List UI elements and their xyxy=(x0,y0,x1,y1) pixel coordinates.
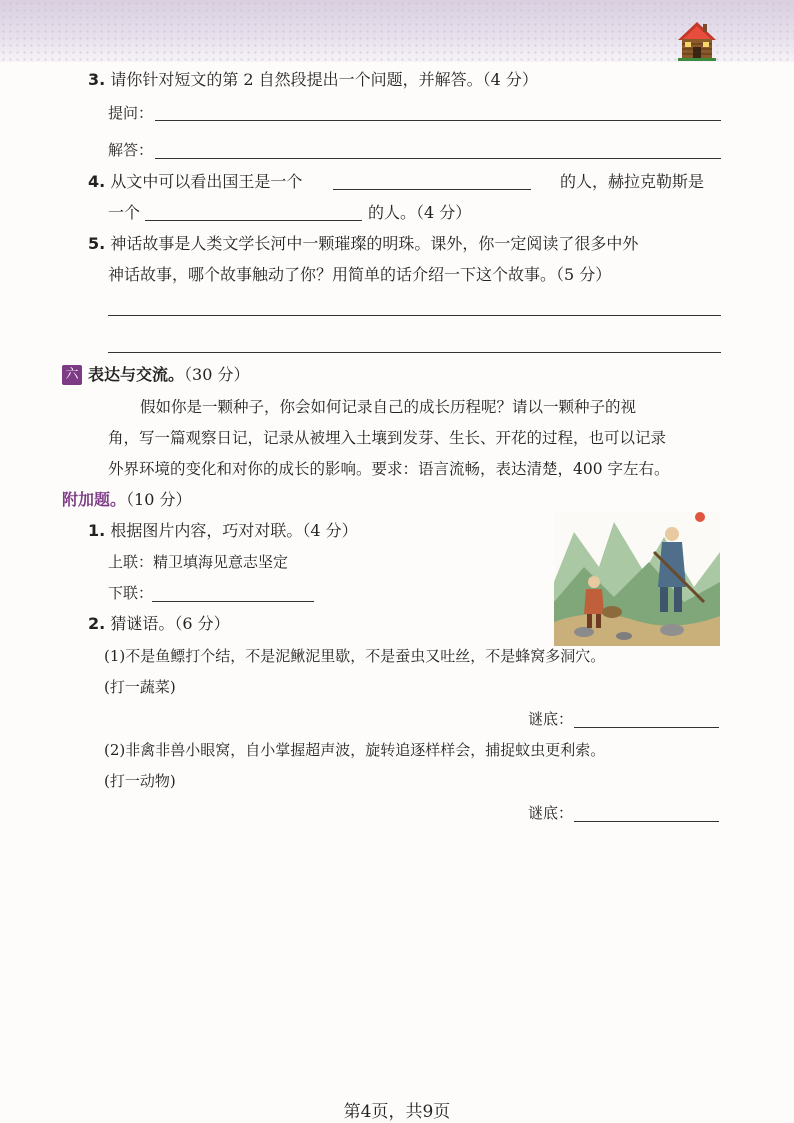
q4-text-d: 的人。（4 分） xyxy=(368,203,472,222)
q3-prompt xyxy=(88,70,538,90)
q4-text-a: 从文中可以看出国王是一个 xyxy=(110,172,303,191)
q4-text-b: 的人，赫拉克勒斯是 xyxy=(560,172,705,191)
riddle1-text: (1)不是鱼鳔打个结，不是泥鳅泥里歇，不是蚕虫又吐丝，不是蜂窝多洞穴。 xyxy=(104,647,606,665)
bonus-score: （10 分） xyxy=(126,490,192,509)
q3-text: 请你针对短文的第 2 自然段提出一个问题，并解答。（4 分） xyxy=(110,70,538,89)
section6-para-2: 角，写一篇观察日记，记录从被埋入土壤到发芽、生长、开花的过程，也可以记录 xyxy=(108,429,667,447)
section6-badge: 六 xyxy=(62,365,82,385)
section6-score: （30 分） xyxy=(184,365,250,384)
q4-blank-hercules[interactable] xyxy=(145,220,362,221)
bonus-q1 xyxy=(88,521,358,541)
header-banner xyxy=(0,0,794,62)
couplet-upper: 上联：精卫填海见意志坚定 xyxy=(108,553,289,571)
riddle1-answer-blank[interactable] xyxy=(574,727,719,728)
bonus-q2-text: 猜谜语。（6 分） xyxy=(110,614,230,633)
q5-line1 xyxy=(88,234,638,254)
section6-heading xyxy=(88,365,249,385)
q5-text-2: 神话故事，哪个故事触动了你？用简单的话介绍一下这个故事。（5 分） xyxy=(108,265,612,284)
bonus-title: 附加题。 xyxy=(62,490,127,509)
q3-ask-line[interactable] xyxy=(155,120,721,121)
q5-answer-line-1[interactable] xyxy=(108,315,721,316)
page-number: 第4页，共9页 xyxy=(343,1102,451,1122)
q5-text-1: 神话故事是人类文学长河中一颗璀璨的明珠。课外，你一定阅读了很多中外 xyxy=(110,234,639,253)
q5-number: 5. xyxy=(88,234,106,253)
q4-text-c: 一个 xyxy=(108,203,141,222)
bonus-q1-text: 根据图片内容，巧对对联。（4 分） xyxy=(110,521,358,540)
riddle2-answer-blank[interactable] xyxy=(574,821,719,822)
riddle1-hint: (打一蔬菜) xyxy=(104,678,176,696)
house-icon xyxy=(676,20,718,62)
couplet-lower-label: 下联： xyxy=(108,584,154,602)
bonus-q2 xyxy=(88,614,230,634)
q4-number: 4. xyxy=(88,172,106,191)
bonus-q2-number: 2. xyxy=(88,614,106,633)
q3-ask-label: 提问： xyxy=(108,104,154,122)
q3-number: 3. xyxy=(88,70,106,89)
illustration-yugong xyxy=(554,512,720,646)
riddle2-answer-label: 谜底： xyxy=(528,804,574,822)
q4-line1 xyxy=(88,172,302,192)
section6-para-1: 假如你是一颗种子，你会如何记录自己的成长历程呢？请以一颗种子的视 xyxy=(140,398,637,416)
section6-para-3: 外界环境的变化和对你的成长的影响。要求：语言流畅，表达清楚，400 字左右。 xyxy=(108,460,670,478)
bonus-q1-number: 1. xyxy=(88,521,106,540)
couplet-lower-blank[interactable] xyxy=(152,601,314,602)
q5-answer-line-2[interactable] xyxy=(108,352,721,353)
bonus-heading xyxy=(62,490,191,510)
q3-answer-label: 解答： xyxy=(108,141,154,159)
riddle2-hint: (打一动物) xyxy=(104,772,176,790)
riddle1-answer-label: 谜底： xyxy=(528,710,574,728)
section6-title: 表达与交流。 xyxy=(88,365,185,384)
q3-answer-line[interactable] xyxy=(155,158,721,159)
riddle2-text: (2)非禽非兽小眼窝，自小掌握超声波，旋转追逐样样会，捕捉蚊虫更利索。 xyxy=(104,741,606,759)
q4-blank-king[interactable] xyxy=(333,189,531,190)
